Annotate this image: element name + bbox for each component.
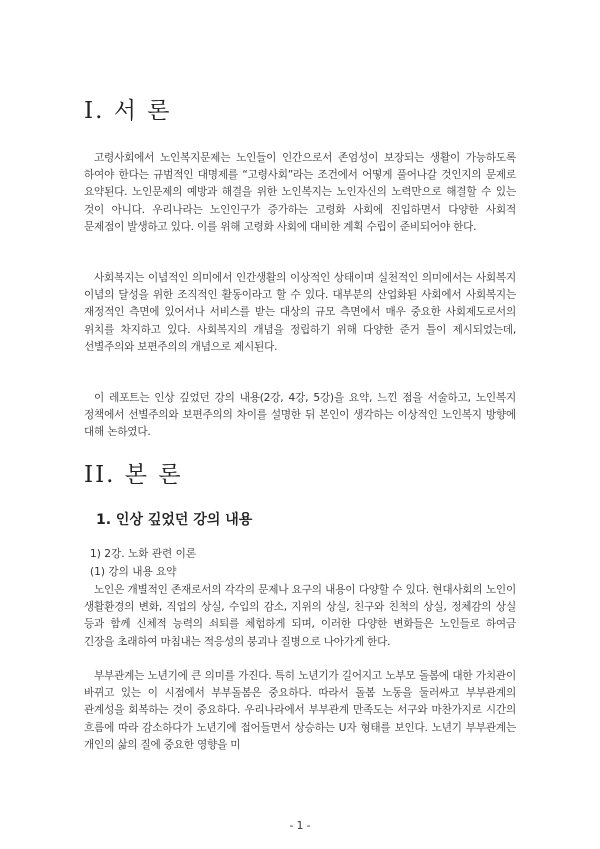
- summary-label: (1) 강의 내용 요약: [90, 566, 177, 578]
- lecture-label: 1) 2강. 노화 관련 이론: [90, 548, 197, 560]
- body-subheading: 1. 인상 깊었던 강의 내용: [96, 512, 253, 528]
- page-number: - 1 -: [289, 820, 311, 832]
- body-heading: II. 본 론: [84, 462, 183, 488]
- intro-paragraph-3: 이 레포트는 인상 깊었던 강의 내용(2강, 4강, 5강)을 요약, 느낀 점을 서술하고, 노인복지 정책에서 선별주의와 보편주의의 차이를 설명한 뒤 본인이 생각하는 이상적인 노인복지 방향에 대해 논하였다.: [84, 392, 516, 439]
- intro-paragraph-2: 사회복지는 이념적인 의미에서 인간생활의 이상적인 상태이며 실천적인 의미에서는 사회복지 이념의 달성을 위한 조직적인 활동이라고 할 수 있다. 대부분의 산업화된 사회에서 사회복지는 재정적인 측면에 있어서나 서비스를 받는 대상의 규모 측면에서 매우 중요한 사회제도로서의 위치를 차지하고 있다. 사회복지의 개념을 정립하기 위해 다양한 준거 틀이 제시되었는데, 선별주의와 보편주의의 개념으로 제시된다.: [84, 272, 516, 353]
- body-paragraph-1: 노인은 개별적인 존재로서의 각각의 문제나 요구의 내용이 다양할 수 있다. 현대사회의 노인이 생활환경의 변화, 직업의 상실, 수입의 감소, 지위의 상실, 친구와 친척의 상실, 정체감의 상실 등과 함께 신체적 능력의 쇠퇴를 체험하게 되며, 이러한 다양한 변화들은 노인들로 하여금 긴장을 초래하여 마침내는 적응성의 붕괴나 질병으로 나아가게 한다.: [84, 584, 516, 648]
- intro-heading: I. 서 론: [84, 98, 172, 124]
- body-paragraph-2: 부부관계는 노년기에 큰 의미를 가진다. 특히 노년기가 길어지고 노부모 돌봄에 대한 가치관이 바뀌고 있는 이 시점에서 부부돌봄은 중요하다. 따라서 돌봄 노동을 둘러싸고 부부관계의 관계성을 회복하는 것이 중요하다. 우리나라에서 부부관계 만족도는 서구와 마찬가지로 시간의 흐름에 따라 감소하다가 노년기에 접어들면서 상승하는 U자 형태를 보인다. 노년기 부부관계는 개인의 삶의 질에 중요한 영향을 미: [84, 670, 516, 751]
- intro-paragraph-1: 고령사회에서 노인복지문제는 노인들이 인간으로서 존엄성이 보장되는 생활이 가능하도록 하여야 한다는 규범적인 대명제를 “고령사회”라는 조건에서 어떻게 풀어나갈 것인지의 문제로 요약된다. 노인문제의 예방과 해결을 위한 노인복지는 노인자신의 노력만으로 해결할 수 있는 것이 아니다. 우리나라는 노인인구가 증가하는 고령화 사회에 진입하면서 다양한 사회적 문제점이 발생하고 있다. 이를 위해 고령화 사회에 대비한 계획 수립이 준비되어야 한다.: [84, 152, 516, 233]
